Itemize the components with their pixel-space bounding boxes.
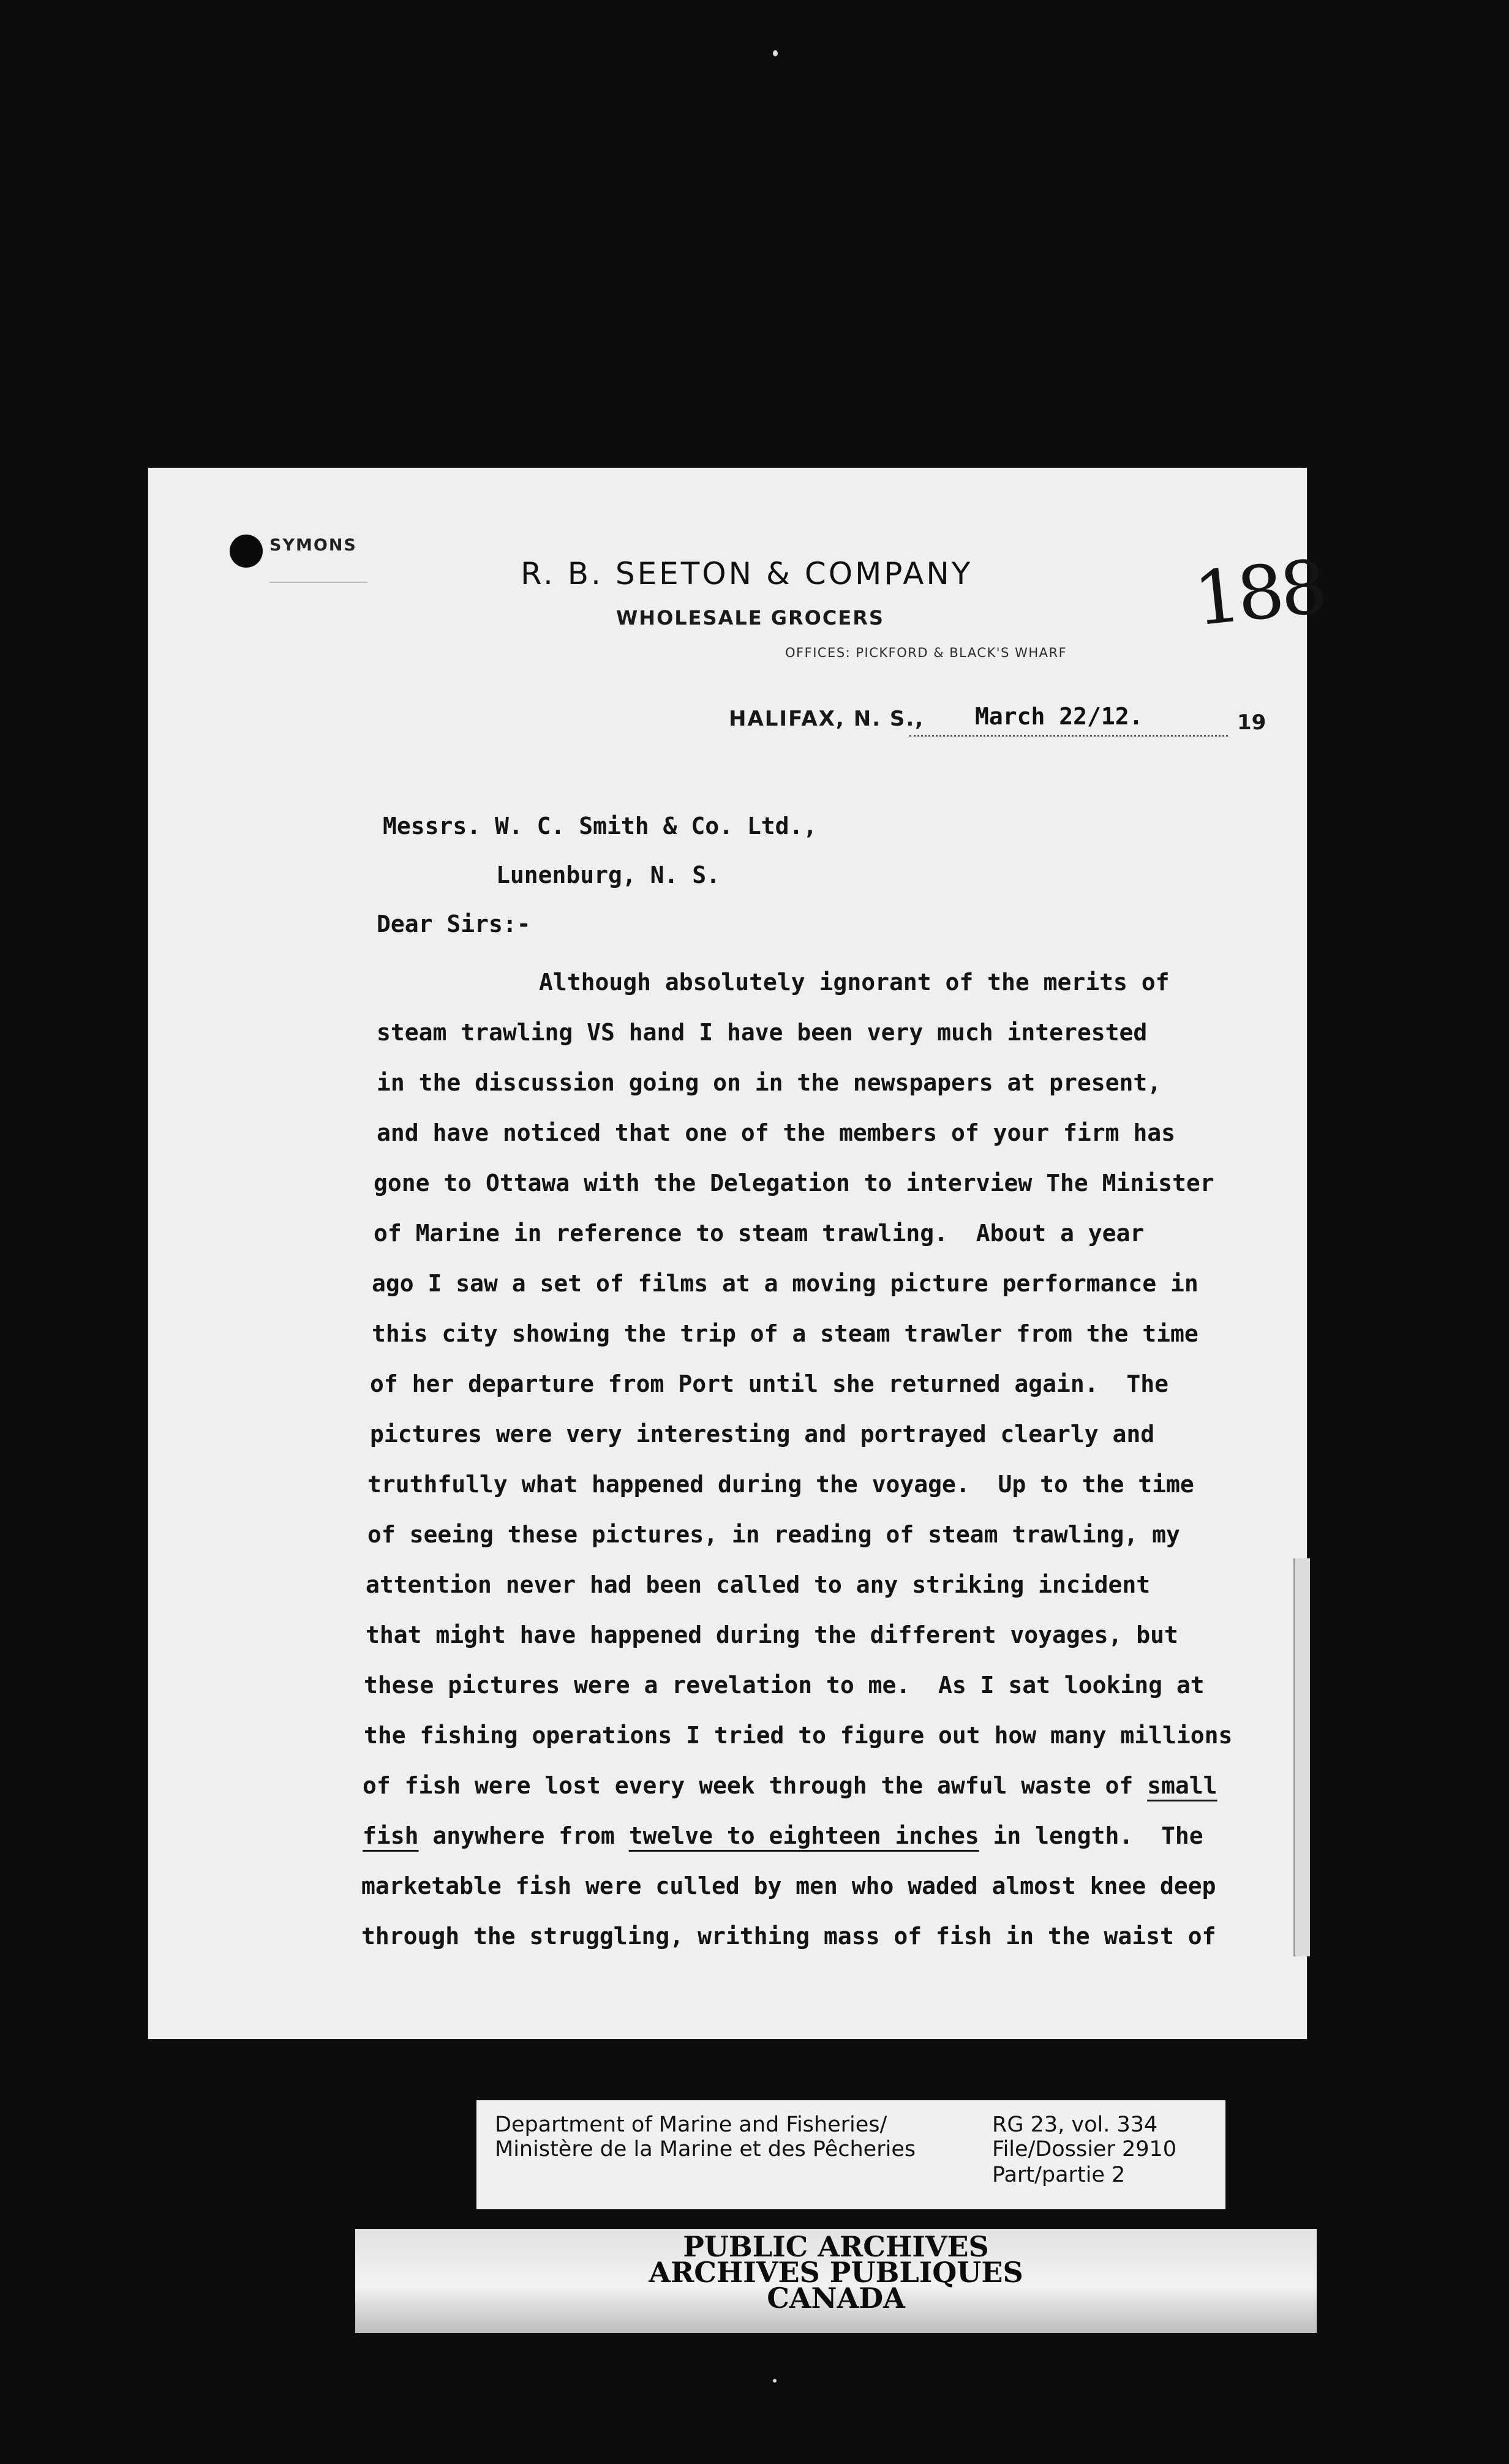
body-line: through the struggling, writhing mass of fish in the waist of [361, 1923, 1216, 1950]
body-line: of Marine in reference to steam trawling. About a year [374, 1220, 1145, 1247]
archives-stamp [355, 2229, 1317, 2333]
body-text: of fish were lost every week through the awful waste of [363, 1772, 1148, 1799]
record-group: RG 23, vol. 334 [992, 2113, 1158, 2137]
punch-hole [230, 535, 263, 568]
part-number: Part/partie 2 [992, 2163, 1126, 2187]
body-text: in length. The [979, 1822, 1203, 1849]
body-line: Although absolutely ignorant of the merits of [539, 969, 1170, 996]
body-line [363, 1824, 1203, 1847]
letter-place: HALIFAX, N. S., [729, 707, 925, 731]
dust-speck [773, 2379, 777, 2383]
body-line: of her departure from Port until she returned again. The [370, 1370, 1169, 1397]
body-text: anywhere from [418, 1822, 629, 1849]
company-offices: OFFICES: PICKFORD & BLACK'S WHARF [785, 645, 1067, 660]
company-trade: WHOLESALE GROCERS [616, 606, 884, 629]
body-line: ago I saw a set of films at a moving picture performance in [372, 1270, 1199, 1297]
body-line: attention never had been called to any striking incident [366, 1571, 1151, 1598]
body-line: pictures were very interesting and portrayed clearly and [370, 1421, 1155, 1448]
department-en: Department of Marine and Fisheries/ [495, 2113, 887, 2137]
department-fr: Ministère de la Marine et des Pêcheries [495, 2137, 916, 2162]
body-line: and have noticed that one of the members of your firm has [377, 1119, 1176, 1146]
letter-date: March 22/12. [975, 703, 1143, 730]
archives-line: CANADA [767, 2282, 905, 2315]
archives-stamp-text [355, 2230, 1317, 2315]
underlined-text: small [1147, 1772, 1217, 1799]
body-line: the fishing operations I tried to figure out how many millions [364, 1722, 1233, 1749]
paper-edge [1293, 1558, 1310, 1956]
archives-line: PUBLIC ARCHIVES [683, 2230, 989, 2263]
body-line: of seeing these pictures, in reading of steam trawling, my [367, 1521, 1180, 1548]
dust-speck [773, 50, 778, 56]
addressee-line: Lunenburg, N. S. [496, 862, 721, 888]
archives-line: ARCHIVES PUBLIQUES [649, 2256, 1023, 2289]
file-number: File/Dossier 2910 [992, 2137, 1177, 2162]
letterhead-rule [269, 582, 367, 583]
body-line: in the discussion going on in the newspapers at present, [377, 1069, 1162, 1096]
body-line: gone to Ottawa with the Delegation to interview The Minister [374, 1170, 1214, 1196]
date-line [909, 735, 1228, 737]
body-line: steam trawling VS hand I have been very much interested [377, 1019, 1148, 1046]
archive-reference-card [476, 2100, 1225, 2209]
body-line: marketable fish were culled by men who waded almost knee deep [361, 1872, 1216, 1899]
body-line: truthfully what happened during the voyage. Up to the time [367, 1471, 1194, 1498]
body-line [363, 1774, 1217, 1797]
year-prefix: 19 [1237, 710, 1266, 735]
body-line: these pictures were a revelation to me. As I sat looking at [364, 1672, 1205, 1699]
company-name: R. B. SEETON & COMPANY [521, 556, 973, 592]
folio-number: 188 [1190, 544, 1328, 643]
letterhead-agent: SYMONS [269, 536, 357, 555]
body-line: that might have happened during the different voyages, but [366, 1621, 1178, 1648]
addressee-line: Messrs. W. C. Smith & Co. Ltd., [383, 813, 818, 839]
underlined-text: fish [363, 1822, 419, 1849]
salutation: Dear Sirs:- [377, 911, 531, 937]
body-line: this city showing the trip of a steam trawler from the time [372, 1320, 1199, 1347]
underlined-text: twelve to eighteen inches [628, 1822, 979, 1849]
